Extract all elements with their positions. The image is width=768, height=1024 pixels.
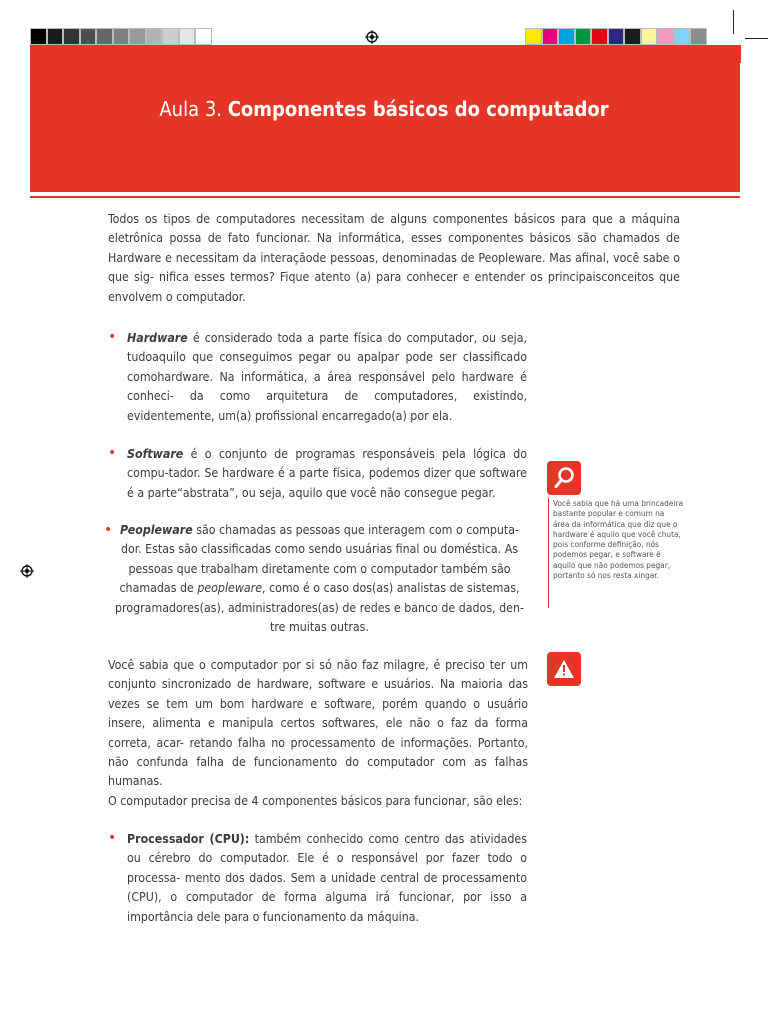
bullet-icon: • [108,830,117,846]
color-swatch [113,28,130,45]
hardware-item [127,329,527,426]
bullet-icon: • [108,329,117,345]
color-swatch [690,28,707,45]
hardware-text: é considerado toda a parte física do computador, ou seja, tudoaquilo que conseguimos pegar ou apalpar pode ser classificado comohardware. Na informática, a área responsável pelo hardware é conheci- da como arquitetura de computadores, existindo, evidentemente, um(a) profissional encarregado(a) por ela. [127,331,527,423]
color-swatch [542,28,559,45]
body-paragraph: Você sabia que o computador por si só não faz milagre, é preciso ter um conjunto sincronizado de hardware, software e usuários. Na maioria das vezes se tem um bom hardware e software, porém quando o usuário insere, alimenta e manipula certos softwares, ele não o faz da forma correta, acar- retando falha no processamento de informações. Portanto, não confunda falha de funcionamento do computador com as falhas humanas. [108,658,528,789]
peopleware-inline-term: peopleware [197,581,263,596]
color-swatch [96,28,113,45]
color-swatch [608,28,625,45]
bullet-icon: • [104,522,113,538]
registration-mark-icon [365,30,379,44]
peopleware-term: Peopleware [119,523,193,537]
color-swatch [129,28,146,45]
bullet-icon: • [108,445,117,461]
crop-mark [745,38,768,39]
software-text: é o conjunto de programas responsáveis pela lógica do compu-tador. Se hardware é a parte física, podemos dizer que software é a parte“abstrata”, ou seja, aquilo que você não consegue pegar. [127,447,527,500]
color-swatch [146,28,163,45]
color-swatch [558,28,575,45]
color-swatch [179,28,196,45]
peopleware-text-b: , como é o caso dos(as) analistas de sistemas, programadores(as), administradores(as) de redes e banco de dados, den- tre muitas outras. [115,581,524,635]
gray-color-bar [30,28,212,45]
crop-mark [733,10,734,34]
crop-mark [740,45,741,63]
page-title [0,97,768,121]
side-note: Você sabia que há uma brincadeira bastante popular e comum na área da informática que diz que o hardware é aquilo que você chuta, pois conforme definição, nós podemos pegar, e software é aquilo que não podemos pegar, portanto só nos resta xingar. [548,498,683,608]
color-swatch [575,28,592,45]
color-swatch [525,28,542,45]
software-term: Software [127,447,184,461]
color-swatch [80,28,97,45]
registration-mark-icon [20,564,34,578]
hardware-term: Hardware [127,331,188,345]
cmyk-color-bar [525,28,707,45]
header-divider [30,196,740,198]
color-swatch [641,28,658,45]
color-swatch [674,28,691,45]
lesson-number: Aula 3. [159,97,222,121]
lesson-title: Componentes básicos do computador [227,97,609,121]
components-intro: O computador precisa de 4 componentes básicos para funcionar, são eles: [108,794,523,808]
color-swatch [162,28,179,45]
cpu-item [127,830,527,927]
intro-paragraph: Todos os tipos de computadores necessitam de alguns componentes básicos para que a máquina eletrônica possa de fato funcionar. Na informática, esses componentes básicos são chamados de Hardware e necessitam da interaçãode pessoas, denominadas de Peopleware. Mas afinal, você sabe o que sig- nifica esses termos? Fique atento (a) para conhecer e entender os principaisconceitos que envolvem o computador. [108,212,680,304]
color-swatch [624,28,641,45]
search-icon [547,461,581,495]
peopleware-item [113,521,526,637]
color-swatch [47,28,64,45]
color-swatch [30,28,47,45]
color-swatch [63,28,80,45]
peopleware-text-a: são chamadas as pessoas que interagem com o computa- dor. Estas são classificadas como sendo usuárias final ou doméstica. As pessoas que trabalham diretamente com o computador também são chamadas de [119,523,520,596]
color-swatch [657,28,674,45]
warning-icon [547,652,581,686]
cpu-term: Processador (CPU): [127,832,250,846]
color-swatch [195,28,212,45]
software-item [127,445,527,503]
cpu-text: também conhecido como centro das atividades ou cérebro do computador. Ele é o responsável por fazer todo o processa- mento dos dados. Sem a unidade central de processamento (CPU), o computador de forma alguma irá funcionar, por isso a importância dele para o funcionamento da máquina. [127,832,527,924]
color-swatch [591,28,608,45]
